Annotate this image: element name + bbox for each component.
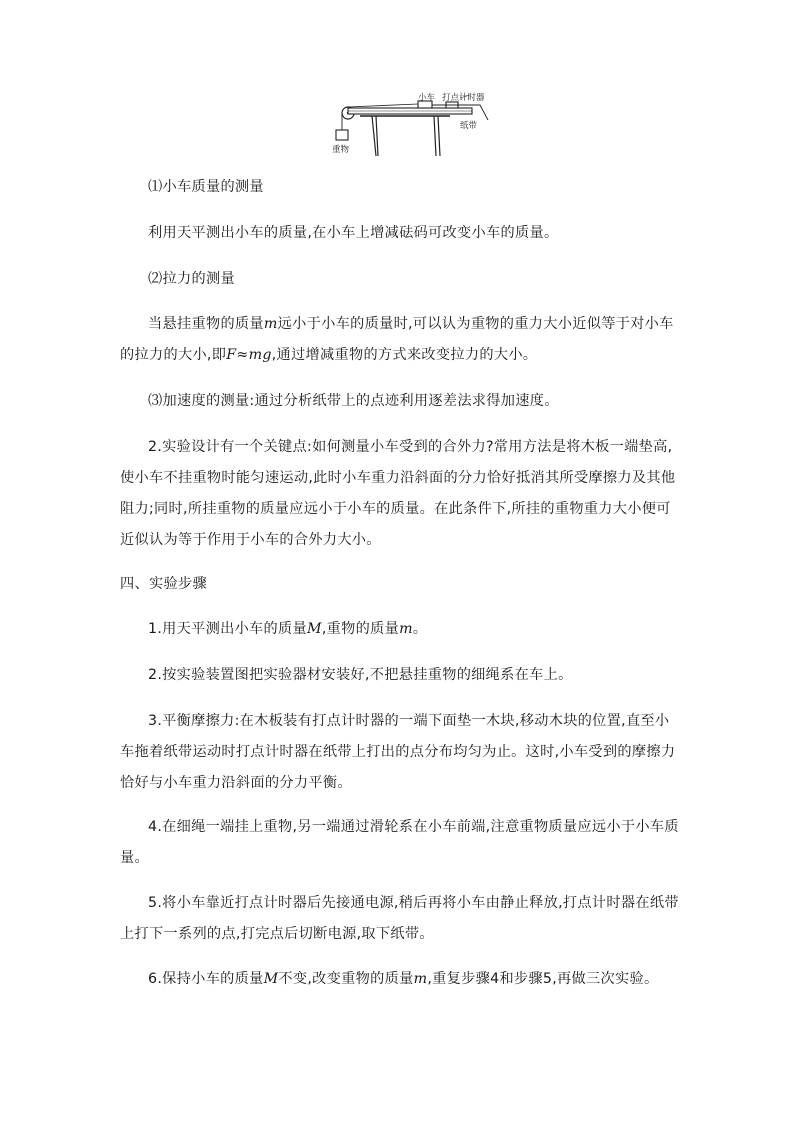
- heading-force-measurement: ⑵拉力的测量: [148, 271, 235, 287]
- section-heading-steps: 四、实验步骤: [120, 576, 207, 592]
- formula: F≈mg: [226, 347, 272, 363]
- step-6: 6.保持小车的质量M不变,改变重物的质量m,重复步骤4和步骤5,再做三次实验。: [148, 971, 659, 987]
- paragraph-key-design: 2.实验设计有一个关键点:如何测量小车受到的合外力?常用方法是将木板一端垫高,使小车不挂重物时能匀速运动,此时小车重力沿斜面的分力恰好抵消其所受摩擦力及其他阻力;同时,所挂重物的质量应远小于小车的质量。在此条件下,所挂的重物重力大小便可近似认为等于作用于小车的合外力大小。: [120, 439, 676, 548]
- paragraph-force-method: 当悬挂重物的质量m远小于小车的质量时,可以认为重物的重力大小近似等于对小车的拉力的大小,即F≈mg,通过增减重物的方式来改变拉力的大小。: [120, 316, 674, 363]
- label-timer: 打点计时器: [442, 93, 485, 103]
- step-4: 4.在细绳一端挂上重物,另一端通过滑轮系在小车前端,注意重物质量应远小于小车质量。: [120, 819, 679, 866]
- label-tape: 纸带: [460, 121, 478, 131]
- step-3: 3.平衡摩擦力:在木板装有打点计时器的一端下面垫一木块,移动木块的位置,直至小车拖着纸带运动时打点计时器在纸带上打出的点分布均匀为止。这时,小车受到的摩擦力恰好与小车重力沿斜面的分力平衡。: [120, 713, 676, 791]
- step-5: 5.将小车靠近打点计时器后先接通电源,稍后再将小车由静止释放,打点计时器在纸带上打下一系列的点,打完点后切断电源,取下纸带。: [120, 895, 679, 942]
- paragraph-mass-method: 利用天平测出小车的质量,在小车上增减砝码可改变小车的质量。: [148, 225, 559, 241]
- step-2: 2.按实验装置图把实验器材安装好,不把悬挂重物的细绳系在车上。: [148, 667, 573, 683]
- label-car: 小车: [418, 93, 436, 103]
- label-weight: 重物: [332, 145, 350, 155]
- apparatus-diagram: [320, 92, 500, 162]
- weight-block: [336, 130, 348, 140]
- table-legs: [372, 116, 440, 156]
- heading-mass-measurement: ⑴小车质量的测量: [148, 179, 264, 195]
- step-1: 1.用天平测出小车的质量M,重物的质量m。: [148, 621, 428, 637]
- heading-acceleration-measurement: ⑶加速度的测量:通过分析纸带上的点迹利用逐差法求得加速度。: [148, 393, 559, 409]
